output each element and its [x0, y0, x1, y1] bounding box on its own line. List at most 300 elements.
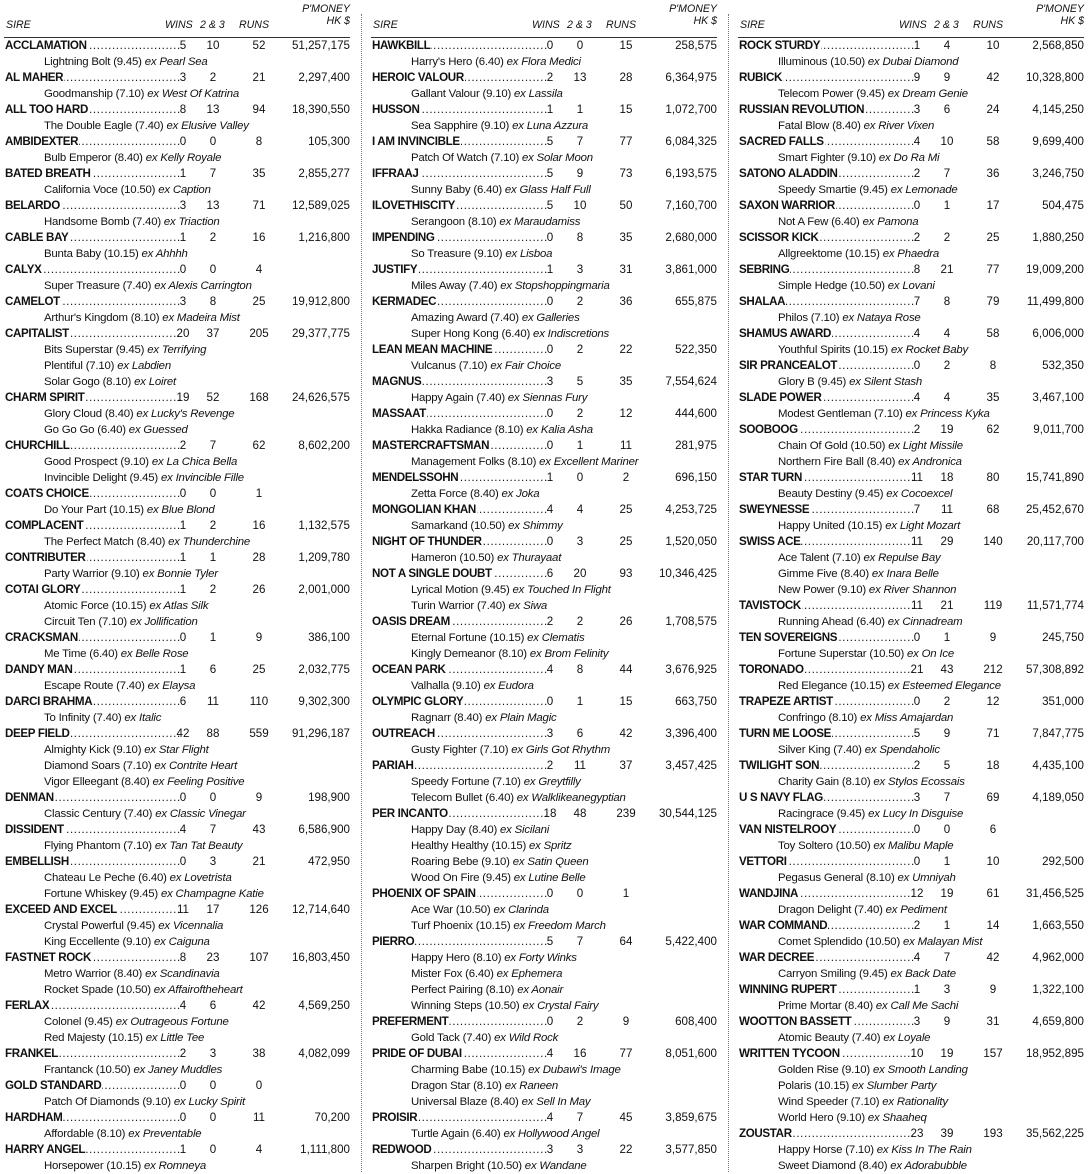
- sire-wins: 1: [179, 519, 187, 532]
- sire-name: ROCK STURDY: [739, 39, 821, 52]
- dam-name: Malibu Maple: [888, 840, 954, 852]
- dam-name: Scandinavia: [159, 968, 220, 980]
- dam-name: Ahhhh: [155, 248, 188, 260]
- sire-prize-money: 4,253,725: [665, 503, 717, 516]
- sire-seconds-thirds: 9: [943, 71, 951, 84]
- sire-runs: 79: [986, 295, 1000, 308]
- progeny-line: [4, 646, 350, 662]
- sire-name: PRIDE OF DUBAI: [372, 1047, 462, 1060]
- sire-seconds-thirds: 8: [576, 663, 584, 676]
- sire-seconds-thirds: 7: [576, 1111, 584, 1124]
- sire-row: [371, 294, 717, 310]
- progeny-horse: Sweet Diamond (8.40): [778, 1160, 888, 1172]
- progeny-dam: ex Caiguna: [151, 936, 210, 948]
- sire-prize-money: 6,586,900: [298, 823, 350, 836]
- sire-wins: 3: [546, 375, 554, 388]
- sire-wins: 0: [546, 695, 554, 708]
- dam-name: Lovetrista: [184, 872, 232, 884]
- progeny-line: [738, 1110, 1084, 1126]
- progeny-dam: ex Aonair: [514, 984, 564, 996]
- dam-name: Thunderchine: [182, 536, 251, 548]
- sire-row: [4, 438, 350, 454]
- sire-wins: 8: [179, 103, 187, 116]
- dam-name: On Ice: [921, 648, 954, 660]
- dam-name: Repulse Bay: [878, 552, 941, 564]
- sire-prize-money: 2,032,775: [298, 663, 350, 676]
- sire-name: SACRED FALLS: [739, 135, 824, 148]
- sire-runs: 35: [986, 391, 1000, 404]
- progeny-dam: ex Outrageous Fortune: [112, 1016, 229, 1028]
- progeny-line: [371, 422, 717, 438]
- progeny-horse: Ragnarr (8.40): [411, 712, 483, 724]
- sire-runs: 11: [252, 1111, 266, 1124]
- progeny-horse: Sea Sapphire (9.10): [411, 120, 510, 132]
- progeny-dam: ex Smooth Landing: [870, 1064, 968, 1076]
- progeny-horse: Valhalla (9.10): [411, 680, 481, 692]
- dam-name: Fair Choice: [504, 360, 561, 372]
- sire-row: [4, 822, 350, 838]
- sire-prize-money: 1,216,800: [298, 231, 350, 244]
- sire-name: ALL TOO HARD: [5, 103, 88, 116]
- sire-name: JUSTIFY: [372, 263, 418, 276]
- sire-prize-money: 29,377,775: [291, 327, 350, 340]
- sire-runs: 62: [986, 423, 1000, 436]
- sire-wins: 3: [913, 1015, 921, 1028]
- sire-name: SWEYNESSE: [739, 503, 810, 516]
- progeny-line: [738, 566, 1084, 582]
- progeny-line: [738, 278, 1084, 294]
- sire-prize-money: 20,117,700: [1026, 535, 1084, 548]
- progeny-line: [371, 310, 717, 326]
- sire-row: [738, 134, 1084, 150]
- progeny-dam: ex Light Missile: [885, 440, 963, 452]
- sire-prize-money: 1,880,250: [1032, 231, 1084, 244]
- progeny-dam: ex Contrite Heart: [151, 760, 238, 772]
- progeny-line: [4, 1014, 350, 1030]
- sire-prize-money: 3,676,925: [665, 663, 717, 676]
- progeny-line: [4, 774, 350, 790]
- progeny-line: [4, 118, 350, 134]
- sire-prize-money: 1,322,100: [1032, 983, 1084, 996]
- progeny-horse: Not A Few (6.40): [778, 216, 860, 228]
- dam-name: Loyale: [897, 1032, 931, 1044]
- dam-name: Forty Winks: [518, 952, 577, 964]
- progeny-dam: ex Maraudamiss: [496, 216, 581, 228]
- progeny-line: [4, 966, 350, 982]
- sire-prize-money: 655,875: [675, 295, 717, 308]
- sire-runs: 12: [986, 695, 1000, 708]
- progeny-horse: Carryon Smiling (9.45): [778, 968, 888, 980]
- progeny-dam: ex Lisboa: [502, 248, 553, 260]
- sire-runs: 9: [255, 791, 263, 804]
- progeny-line: [738, 374, 1084, 390]
- sire-prize-money: 3,861,000: [665, 263, 717, 276]
- progeny-dam: ex Nataya Rose: [839, 312, 921, 324]
- sire-name: COMPLACENT: [5, 519, 84, 532]
- progeny-horse: Zetta Force (8.40): [411, 488, 499, 500]
- sire-row: [4, 262, 350, 278]
- sire-wins: 0: [179, 791, 187, 804]
- progeny-line: [4, 614, 350, 630]
- sire-row: [738, 598, 1084, 614]
- progeny-dam: ex Affairoftheheart: [150, 984, 243, 996]
- progeny-line: [371, 326, 717, 342]
- dam-name: Preventable: [142, 1128, 202, 1140]
- sire-prize-money: 9,699,400: [1032, 135, 1084, 148]
- sire-row: [4, 550, 350, 566]
- sire-seconds-thirds: 1: [943, 199, 951, 212]
- dam-name: Adorabubble: [904, 1160, 967, 1172]
- progeny-horse: Sharpen Bright (10.50): [411, 1160, 522, 1172]
- sire-wins: 5: [179, 39, 187, 52]
- sire-wins: 4: [179, 999, 187, 1012]
- sire-wins: 19: [176, 391, 190, 404]
- dam-name: Italic: [139, 712, 162, 724]
- progeny-horse: Atomic Force (10.15): [44, 600, 147, 612]
- column-2: [371, 0, 717, 1174]
- sire-seconds-thirds: 4: [943, 327, 951, 340]
- sire-wins: 5: [913, 727, 921, 740]
- sire-row: [4, 1046, 350, 1062]
- sire-seconds-thirds: 3: [576, 263, 584, 276]
- progeny-line: [738, 966, 1084, 982]
- progeny-line: [371, 1126, 717, 1142]
- sire-name: CHURCHILL: [5, 439, 70, 452]
- dam-name: River Vixen: [878, 120, 935, 132]
- sire-wins: 8: [179, 951, 187, 964]
- sire-row: [738, 1046, 1084, 1062]
- progeny-dam: ex Clematis: [524, 632, 585, 644]
- progeny-horse: Good Prospect (9.10): [44, 456, 149, 468]
- progeny-line: [738, 1078, 1084, 1094]
- progeny-horse: Polaris (10.15): [778, 1080, 850, 1092]
- dam-name: Sicilani: [514, 824, 550, 836]
- dam-name: Spendaholic: [879, 744, 940, 756]
- progeny-line: [738, 806, 1084, 822]
- sire-name: WAR COMMAND: [739, 919, 828, 932]
- sire-runs: 239: [616, 807, 636, 820]
- progeny-line: [738, 182, 1084, 198]
- dam-name: Jollification: [144, 616, 198, 628]
- sire-runs: 8: [989, 359, 997, 372]
- sire-name: NOT A SINGLE DOUBT: [372, 567, 492, 580]
- progeny-horse: Flying Phantom (7.10): [44, 840, 152, 852]
- dam-name: Invincible Fille: [175, 472, 244, 484]
- sire-wins: 0: [179, 487, 187, 500]
- progeny-line: [371, 54, 717, 70]
- sire-row: [371, 38, 717, 54]
- progeny-horse: California Voce (10.50): [44, 184, 156, 196]
- dam-name: Lucky's Revenge: [151, 408, 235, 420]
- progeny-line: [738, 870, 1084, 886]
- sire-name: PER INCANTO: [372, 807, 448, 820]
- sire-seconds-thirds: 16: [573, 1047, 587, 1060]
- sire-seconds-thirds: 3: [943, 983, 951, 996]
- dam-name: Ephemera: [511, 968, 563, 980]
- sire-wins: 0: [546, 295, 554, 308]
- sire-row: [4, 166, 350, 182]
- sire-runs: 77: [619, 1047, 633, 1060]
- progeny-horse: Vulcanus (7.10): [411, 360, 488, 372]
- sire-runs: 62: [252, 439, 266, 452]
- progeny-line: [371, 486, 717, 502]
- progeny-horse: Serangoon (8.10): [411, 216, 497, 228]
- progeny-horse: Ace War (10.50): [411, 904, 491, 916]
- progeny-line: [4, 182, 350, 198]
- sire-wins: 1: [179, 551, 187, 564]
- sire-row: [371, 342, 717, 358]
- progeny-line: [4, 598, 350, 614]
- column-3: [738, 0, 1084, 1174]
- sire-name: PIERRO: [372, 935, 415, 948]
- sire-prize-money: 3,457,425: [665, 759, 717, 772]
- progeny-dam: ex Lucy In Disguise: [865, 808, 964, 820]
- header-prize-money: P'MONEY HK $: [302, 3, 350, 27]
- sire-seconds-thirds: 19: [940, 1047, 954, 1060]
- sire-name: CHARM SPIRIT: [5, 391, 85, 404]
- progeny-horse: Turf Phoenix (10.15): [411, 920, 511, 932]
- progeny-line: [371, 182, 717, 198]
- sire-runs: 15: [619, 103, 633, 116]
- progeny-dam: ex Belle Rose: [117, 648, 189, 660]
- progeny-dam: ex Clarinda: [490, 904, 549, 916]
- dam-name: Girls Got Rhythm: [525, 744, 611, 756]
- header-wins: WINS: [899, 19, 927, 31]
- sire-name: IFFRAAJ: [372, 167, 419, 180]
- sire-wins: 0: [913, 631, 921, 644]
- progeny-line: [4, 214, 350, 230]
- sire-name: IMPENDING: [372, 231, 435, 244]
- dam-name: Dream Genie: [902, 88, 968, 100]
- progeny-horse: Chateau Le Peche (6.40): [44, 872, 167, 884]
- sire-row: [371, 102, 717, 118]
- dam-name: Miss Amajardan: [874, 712, 954, 724]
- sire-name: VETTORI: [739, 855, 787, 868]
- sire-seconds-thirds: 6: [209, 999, 217, 1012]
- progeny-dam: ex Esteemed Elegance: [884, 680, 1001, 692]
- dam-name: Lucy In Disguise: [882, 808, 964, 820]
- progeny-dam: ex Thurayaat: [494, 552, 562, 564]
- progeny-line: [738, 998, 1084, 1014]
- progeny-horse: Charming Babe (10.15): [411, 1064, 526, 1076]
- sire-row: [4, 1078, 350, 1094]
- sire-prize-money: 3,859,675: [665, 1111, 717, 1124]
- sire-seconds-thirds: 0: [209, 135, 217, 148]
- sire-row: [738, 422, 1084, 438]
- progeny-dam: ex Siennas Fury: [504, 392, 588, 404]
- sire-runs: 8: [255, 135, 263, 148]
- dam-name: River Shannon: [883, 584, 957, 596]
- progeny-dam: ex Lassila: [511, 88, 563, 100]
- sire-prize-money: 9,011,700: [1033, 423, 1084, 436]
- progeny-horse: Metro Warrior (8.40): [44, 968, 143, 980]
- progeny-line: [4, 470, 350, 486]
- progeny-horse: Confringo (8.10): [778, 712, 858, 724]
- progeny-dam: ex Rocket Baby: [888, 344, 968, 356]
- sire-name: WOOTTON BASSETT: [739, 1015, 852, 1028]
- progeny-horse: Ace Talent (7.10): [778, 552, 861, 564]
- progeny-line: [738, 774, 1084, 790]
- sire-runs: 18: [986, 759, 1000, 772]
- sire-runs: 28: [252, 551, 266, 564]
- sire-seconds-thirds: 0: [943, 823, 951, 836]
- sire-name: AL MAHER: [5, 71, 64, 84]
- sire-runs: 10: [986, 855, 1000, 868]
- sire-row: [738, 726, 1084, 742]
- progeny-line: [4, 54, 350, 70]
- sire-prize-money: 25,452,670: [1025, 503, 1084, 516]
- sire-prize-money: 1,111,800: [300, 1143, 350, 1156]
- progeny-line: [4, 838, 350, 854]
- sire-row: [4, 582, 350, 598]
- sire-prize-money: 504,475: [1042, 199, 1084, 212]
- sire-name: CAMELOT: [5, 295, 60, 308]
- progeny-line: [371, 966, 717, 982]
- progeny-horse: Universal Blaze (8.40): [411, 1096, 519, 1108]
- sire-runs: 36: [619, 295, 633, 308]
- progeny-line: [4, 934, 350, 950]
- sire-runs: 11: [619, 439, 633, 452]
- dam-name: Lovani: [902, 280, 935, 292]
- dam-name: Esteemed Elegance: [902, 680, 1001, 692]
- dam-name: Tan Tat Beauty: [169, 840, 243, 852]
- dam-name: Light Mozart: [899, 520, 961, 532]
- sire-wins: 0: [179, 1079, 187, 1092]
- sire-seconds-thirds: 2: [576, 343, 584, 356]
- progeny-line: [738, 614, 1084, 630]
- dam-name: Belle Rose: [135, 648, 189, 660]
- progeny-dam: ex Italic: [121, 712, 162, 724]
- progeny-dam: ex Elaysa: [144, 680, 196, 692]
- sire-runs: 77: [986, 263, 1000, 276]
- sire-name: DENMAN: [5, 791, 54, 804]
- sire-wins: 3: [546, 727, 554, 740]
- progeny-horse: Atomic Beauty (7.40): [778, 1032, 881, 1044]
- progeny-horse: Gold Tack (7.40): [411, 1032, 492, 1044]
- progeny-dam: ex Terrifying: [144, 344, 207, 356]
- dam-name: Plain Magic: [499, 712, 557, 724]
- sire-seconds-thirds: 0: [576, 39, 584, 52]
- sire-name: COATS CHOICE: [5, 487, 89, 500]
- progeny-line: [4, 374, 350, 390]
- progeny-line: [4, 1126, 350, 1142]
- sire-name: SIR PRANCEALOT: [739, 359, 838, 372]
- sire-seconds-thirds: 3: [209, 855, 217, 868]
- progeny-horse: Illuminous (10.50): [778, 56, 865, 68]
- dam-name: Caiguna: [168, 936, 210, 948]
- dam-name: Indiscretions: [547, 328, 610, 340]
- sire-runs: 16: [252, 231, 266, 244]
- progeny-dam: ex Star Flight: [141, 744, 209, 756]
- sire-wins: 2: [546, 759, 554, 772]
- progeny-dam: ex Pearl Sea: [141, 56, 208, 68]
- progeny-line: [738, 678, 1084, 694]
- sire-seconds-thirds: 7: [209, 823, 217, 836]
- sire-prize-money: 31,456,525: [1025, 887, 1084, 900]
- sire-runs: 94: [252, 103, 266, 116]
- dam-name: Wild Rock: [508, 1032, 559, 1044]
- progeny-line: [371, 1030, 717, 1046]
- sire-wins: 11: [176, 903, 190, 916]
- progeny-horse: Simple Hedge (10.50): [778, 280, 885, 292]
- dam-name: Lisboa: [519, 248, 553, 260]
- progeny-dam: ex Crystal Fairy: [519, 1000, 599, 1012]
- sire-name: OCEAN PARK: [372, 663, 446, 676]
- progeny-line: [738, 118, 1084, 134]
- sire-name: CABLE BAY: [5, 231, 69, 244]
- progeny-horse: Arthur's Kingdom (8.10): [44, 312, 160, 324]
- sire-prize-money: 4,659,800: [1032, 1015, 1084, 1028]
- sire-wins: 2: [179, 439, 187, 452]
- sire-seconds-thirds: 3: [209, 1047, 217, 1060]
- progeny-line: [4, 742, 350, 758]
- sire-name: FERLAX: [5, 999, 50, 1012]
- progeny-line: [738, 582, 1084, 598]
- progeny-dam: ex Cocoexcel: [883, 488, 953, 500]
- sire-seconds-thirds: 29: [940, 535, 954, 548]
- progeny-horse: Miles Away (7.40): [411, 280, 498, 292]
- sire-runs: 4: [255, 263, 263, 276]
- dam-name: Crystal Fairy: [537, 1000, 599, 1012]
- progeny-line: [371, 1062, 717, 1078]
- sire-seconds-thirds: 48: [573, 807, 587, 820]
- sire-wins: 1: [546, 103, 554, 116]
- sire-prize-money: 6,006,000: [1032, 327, 1084, 340]
- sire-name: NIGHT OF THUNDER: [372, 535, 482, 548]
- sire-prize-money: 1,663,550: [1032, 919, 1084, 932]
- progeny-dam: ex Do Ra Mi: [875, 152, 940, 164]
- sire-seconds-thirds: 2: [576, 615, 584, 628]
- progeny-horse: Sunny Baby (6.40): [411, 184, 502, 196]
- dam-name: Kalia Asha: [540, 424, 593, 436]
- sire-name: SOOBOOG: [739, 423, 798, 436]
- header-wins: WINS: [165, 19, 193, 31]
- dam-name: Umniyah: [912, 872, 956, 884]
- sire-runs: 77: [619, 135, 633, 148]
- dam-name: Walklikeanegyptian: [531, 792, 626, 804]
- sire-prize-money: 18,390,550: [291, 103, 350, 116]
- dam-name: Blue Blond: [161, 504, 215, 516]
- progeny-horse: Wind Speeder (7.10): [778, 1096, 880, 1108]
- progeny-horse: New Power (9.10): [778, 584, 866, 596]
- sire-row: [738, 1126, 1084, 1142]
- sire-prize-money: 245,750: [1042, 631, 1084, 644]
- sire-seconds-thirds: 2: [576, 295, 584, 308]
- sire-wins: 3: [913, 103, 921, 116]
- sire-prize-money: 4,435,100: [1032, 759, 1084, 772]
- progeny-line: [371, 214, 717, 230]
- sire-seconds-thirds: 20: [573, 567, 587, 580]
- dam-name: Lemonade: [905, 184, 958, 196]
- progeny-dam: ex Malayan Mist: [900, 936, 983, 948]
- progeny-dam: ex Luna Azzura: [509, 120, 589, 132]
- sire-seconds-thirds: 10: [206, 39, 220, 52]
- dam-name: Outrageous Fortune: [130, 1016, 229, 1028]
- sire-name: STAR TURN: [739, 471, 802, 484]
- column-divider: [728, 14, 729, 1172]
- sire-prize-money: 8,602,200: [298, 439, 350, 452]
- sire-seconds-thirds: 11: [940, 503, 954, 516]
- sire-seconds-thirds: 13: [573, 71, 587, 84]
- sire-seconds-thirds: 2: [943, 359, 951, 372]
- progeny-line: [4, 278, 350, 294]
- sire-wins: 3: [179, 71, 187, 84]
- sire-seconds-thirds: 2: [576, 1015, 584, 1028]
- progeny-line: [371, 950, 717, 966]
- header-runs: RUNS: [606, 19, 637, 31]
- sire-wins: 0: [546, 535, 554, 548]
- progeny-line: [4, 342, 350, 358]
